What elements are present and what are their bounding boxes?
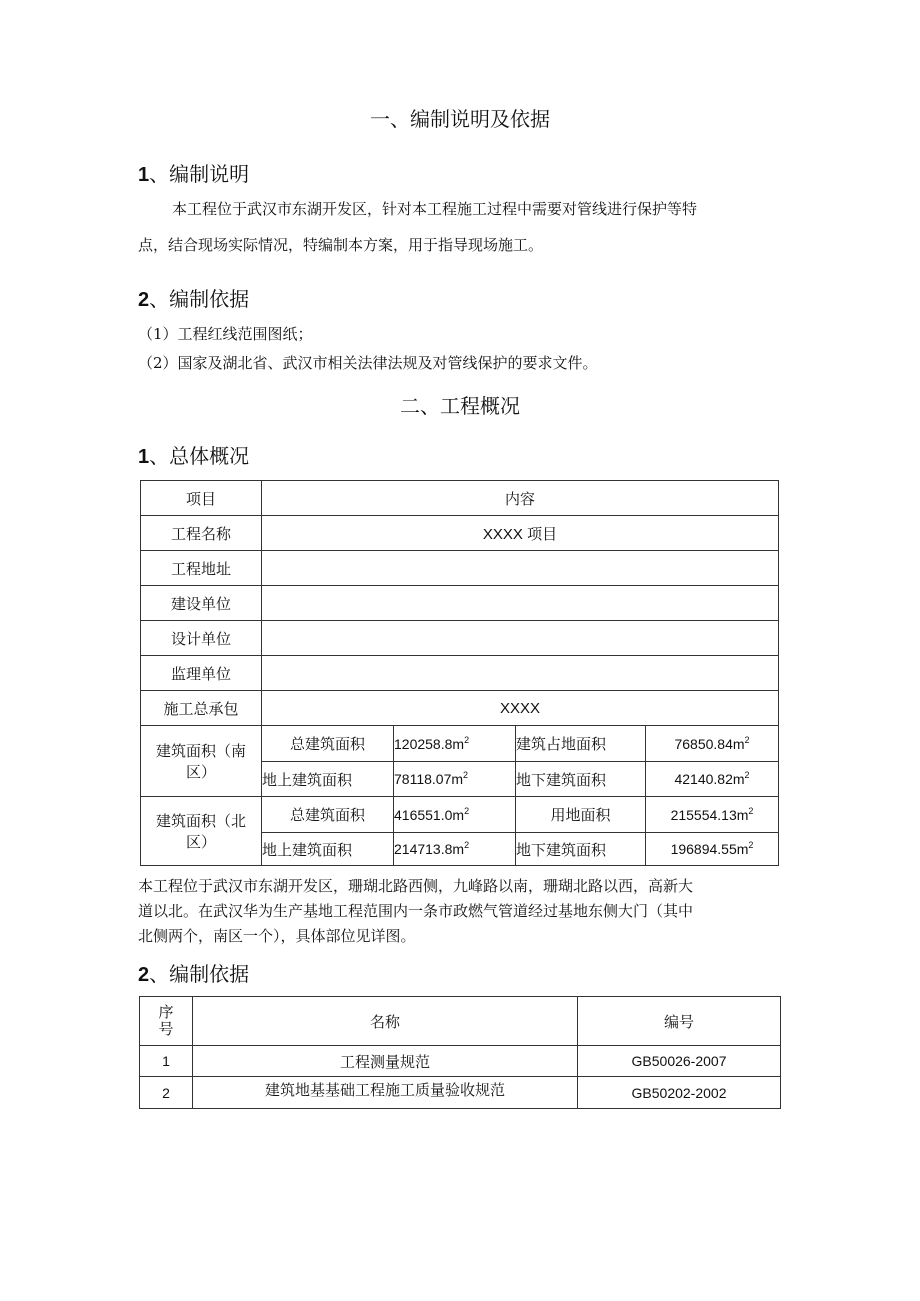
unit-superscript: 2 bbox=[744, 734, 750, 745]
area-label: 地上建筑面积 bbox=[262, 762, 394, 797]
subheading-label: 、总体概况 bbox=[149, 444, 250, 468]
area-number: 78118.07m bbox=[394, 771, 464, 787]
area-label: 地下建筑面积 bbox=[516, 762, 646, 797]
table-header-row bbox=[141, 481, 779, 516]
label-line: 建筑面积（北 bbox=[155, 812, 246, 830]
row-label: 工程名称 bbox=[141, 516, 262, 551]
area-value bbox=[646, 833, 779, 866]
header-cell-item: 项目 bbox=[141, 481, 262, 516]
paragraph-line: 本工程位于武汉市东湖开发区，针对本工程施工过程中需要对管线进行保护等特 bbox=[172, 200, 698, 218]
basis-item: （2）国家及湖北省、武汉市相关法律法规及对管线保护的要求文件。 bbox=[138, 354, 598, 372]
north-area-label bbox=[141, 797, 262, 866]
paragraph-line: 本工程位于武汉市东湖开发区，珊瑚北路西侧，九峰路以南，珊瑚北路以西，高新大 bbox=[138, 877, 694, 895]
table-row bbox=[141, 691, 779, 726]
area-number: 214713.8m bbox=[394, 841, 465, 857]
row-name: 建筑地基基础工程施工质量验收规范 bbox=[193, 1077, 578, 1109]
row-label: 监理单位 bbox=[141, 656, 262, 691]
subheading-label: 、编制说明 bbox=[149, 162, 250, 186]
area-label: 总建筑面积 bbox=[262, 797, 394, 833]
header-cell-name: 名称 bbox=[193, 997, 578, 1046]
row-label: 设计单位 bbox=[141, 621, 262, 656]
unit-superscript: 2 bbox=[464, 805, 470, 816]
subheading-label: 、编制依据 bbox=[149, 287, 250, 311]
area-number: 215554.13m bbox=[670, 806, 749, 823]
area-value bbox=[394, 833, 516, 866]
subheading-number: 1 bbox=[138, 446, 150, 468]
subheading-number: 2 bbox=[138, 289, 150, 311]
area-value bbox=[646, 726, 779, 762]
unit-superscript: 2 bbox=[464, 840, 470, 850]
table-row bbox=[141, 621, 779, 656]
area-number: 76850.84m bbox=[674, 735, 745, 752]
table-row-north-1 bbox=[141, 797, 779, 833]
unit-superscript: 2 bbox=[748, 840, 754, 850]
subheading-overview bbox=[138, 440, 249, 469]
row-label: 施工总承包 bbox=[141, 691, 262, 726]
unit-superscript: 2 bbox=[744, 770, 750, 780]
paragraph-line: 点，结合现场实际情况，特编制本方案，用于指导现场施工。 bbox=[138, 236, 544, 254]
table-row bbox=[141, 656, 779, 691]
area-label: 用地面积 bbox=[516, 797, 646, 833]
standards-table bbox=[139, 996, 781, 1109]
subheading-label: 、编制依据 bbox=[149, 962, 250, 986]
row-name: 工程测量规范 bbox=[193, 1046, 578, 1077]
label-line: 区） bbox=[185, 833, 216, 851]
row-value bbox=[262, 656, 779, 691]
row-code: GB50026-2007 bbox=[578, 1046, 781, 1077]
area-label: 总建筑面积 bbox=[262, 726, 394, 762]
unit-superscript: 2 bbox=[463, 770, 469, 780]
unit-superscript: 2 bbox=[464, 734, 470, 745]
paragraph-line: 北侧两个，南区一个），具体部位见详图。 bbox=[138, 927, 416, 945]
row-code: GB50202-2002 bbox=[578, 1077, 781, 1109]
label-line: 区） bbox=[185, 763, 216, 781]
row-value: XXXX 项目 bbox=[262, 516, 779, 551]
row-seq: 1 bbox=[140, 1046, 193, 1077]
area-number: 120258.8m bbox=[394, 735, 465, 752]
subheading-number: 2 bbox=[138, 964, 150, 986]
row-seq: 2 bbox=[140, 1077, 193, 1109]
table-row-south-1 bbox=[141, 726, 779, 762]
area-value bbox=[394, 797, 516, 833]
row-label: 建设单位 bbox=[141, 586, 262, 621]
south-area-label bbox=[141, 726, 262, 797]
table-row bbox=[141, 516, 779, 551]
table-row bbox=[141, 586, 779, 621]
area-number: 416551.0m bbox=[394, 806, 465, 823]
area-value bbox=[646, 797, 779, 833]
subheading-standards bbox=[138, 958, 249, 987]
section-title-2: 二、工程概况 bbox=[400, 394, 520, 418]
row-value: XXXX bbox=[262, 691, 779, 726]
row-value bbox=[262, 551, 779, 586]
header-seq-line: 序 bbox=[158, 1003, 174, 1021]
subheading-compile-basis bbox=[138, 283, 249, 312]
subheading-number: 1 bbox=[138, 164, 150, 186]
basis-item: （1）工程红线范围图纸； bbox=[138, 325, 313, 343]
row-label: 工程地址 bbox=[141, 551, 262, 586]
header-seq-line: 号 bbox=[158, 1020, 174, 1038]
label-line: 建筑面积（南 bbox=[155, 742, 246, 760]
row-value bbox=[262, 621, 779, 656]
subheading-compile-notes bbox=[138, 158, 249, 187]
area-value bbox=[394, 762, 516, 797]
area-number: 42140.82m bbox=[674, 771, 745, 787]
table-row bbox=[140, 1077, 781, 1109]
unit-superscript: 2 bbox=[748, 805, 754, 816]
area-label: 建筑占地面积 bbox=[516, 726, 646, 762]
row-value bbox=[262, 586, 779, 621]
table-row bbox=[141, 551, 779, 586]
area-label: 地上建筑面积 bbox=[262, 833, 394, 866]
area-label: 地下建筑面积 bbox=[516, 833, 646, 866]
table-header-row bbox=[140, 997, 781, 1046]
overview-table bbox=[140, 480, 779, 866]
area-value bbox=[394, 726, 516, 762]
area-value bbox=[646, 762, 779, 797]
header-cell-seq bbox=[140, 997, 193, 1046]
header-cell-code: 编号 bbox=[578, 997, 781, 1046]
area-number: 196894.55m bbox=[670, 841, 749, 857]
header-cell-content: 内容 bbox=[262, 481, 779, 516]
table-row bbox=[140, 1046, 781, 1077]
paragraph-line: 道以北。在武汉华为生产基地工程范围内一条市政燃气管道经过基地东侧大门（其中 bbox=[138, 902, 694, 920]
section-title-1: 一、编制说明及依据 bbox=[370, 107, 550, 131]
